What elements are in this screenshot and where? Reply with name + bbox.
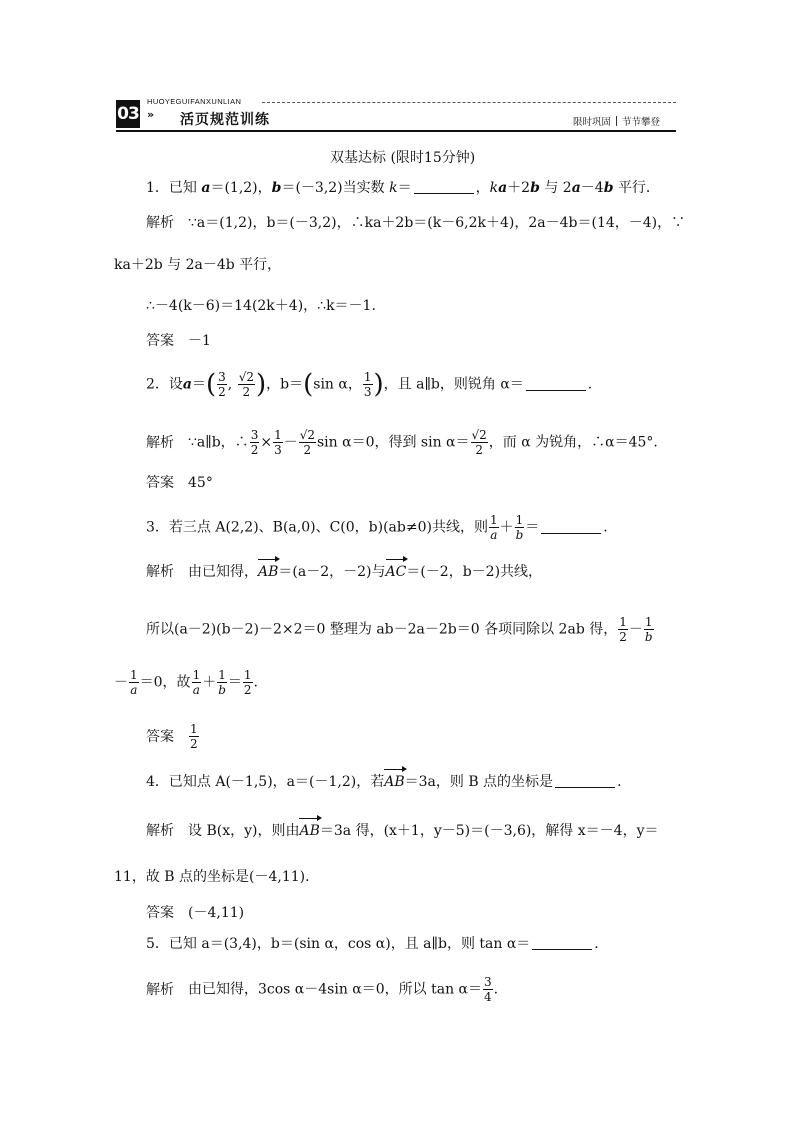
q4-answer: 答案 (－4,11)	[146, 905, 245, 921]
header-title: 活页规范训练	[180, 112, 270, 128]
header-tag-right: 节节攀登	[622, 117, 661, 128]
vector-ab: AB	[258, 564, 279, 580]
q1-solution-line3: ∴－4(k－6)＝14(2k＋4)，∴k＝－1.	[146, 298, 376, 314]
header-tag-left: 限时巩固	[573, 117, 612, 128]
q2-answer: 答案 45°	[146, 475, 213, 491]
q3-answer: 答案 $\frac{1}{2}$	[146, 722, 198, 751]
vector-ac: AC	[385, 564, 407, 580]
q1-solution-line2: ka＋2b 与 2a－4b 平行，	[114, 257, 282, 273]
vector-ab: AB	[299, 823, 320, 839]
q2-solution: 解析 ∵a∥b，∴ $\frac{3}{2}$ × $\frac{1}{3}$ － $\frac{√2}{2}$ sin α＝0，得到 sin α＝ $\frac{√2}{2}$ ，而 α 为锐角，∴α＝45°.	[146, 428, 658, 457]
q1-solution-line1: 解析 ∵a＝(1,2)，b＝(－3,2)，∴ka＋2b＝(k－6,2k＋4)，2a－4b＝(14，－4)，∵	[146, 215, 686, 231]
header-right-tags	[573, 114, 660, 128]
q3-solution-line3: － $\frac{1}{a}$ ＝0，故 $\frac{1}{a}$ ＋ $\frac{1}{b}$ ＝ $\frac{1}{2}$ .	[114, 668, 258, 697]
section-title: 双基达标 (限时15分钟)	[330, 150, 476, 166]
header-rule	[116, 130, 676, 132]
chapter-number-badge: 03	[116, 100, 140, 128]
q1-answer: 答案 －1	[146, 333, 211, 349]
header-pinyin: HUOYEGUIFANXUNLIAN	[147, 97, 242, 106]
question-5: 5．已知 a＝(3,4)，b＝(sin α，cos α)，且 a∥b，则 tan α＝ .	[146, 936, 599, 952]
answer-blank	[532, 935, 592, 950]
answer-blank	[541, 519, 601, 534]
answer-blank	[526, 376, 586, 391]
q3-solution-line1: 解析 由已知得，AB＝(a－2，－2)与AC＝(－2，b－2)共线，	[146, 564, 543, 580]
q4-solution-line2: 11，故 B 点的坐标是(－4,11)．	[114, 869, 320, 885]
question-2: 2．设a＝( $\frac{3}{2}$ , $\frac{√2}{2}$ )，b＝(sin α， $\frac{1}{3}$ )，且 a∥b，则锐角 α＝ .	[146, 369, 593, 400]
answer-blank	[414, 179, 474, 194]
q3-solution-line2: 所以(a－2)(b－2)－2×2＝0 整理为 ab－2a－2b＝0 各项同除以 2ab 得， $\frac{1}{2}$ － $\frac{1}{b}$	[146, 615, 653, 644]
chevron-icon: »	[147, 108, 155, 121]
question-4: 4．已知点 A(－1,5)，a＝(－1,2)，若AB＝3a，则 B 点的坐标是 .	[146, 774, 622, 790]
vector-ab: AB	[384, 774, 405, 790]
answer-blank	[555, 773, 615, 788]
header-tag-divider	[616, 116, 617, 126]
header-dotted-rule	[262, 102, 676, 103]
q5-solution: 解析 由已知得，3cos α－4sin α＝0，所以 tan α＝ $\frac{3}{4}$ .	[146, 975, 499, 1004]
question-1: 1．已知 a＝(1,2)，b＝(－3,2)当实数 k＝ ，ka＋2b 与 2a－4b 平行．	[146, 180, 660, 196]
q4-solution-line1: 解析 设 B(x，y)，则由AB＝3a 得，(x＋1，y－5)＝(－3,6)，解得 x＝－4，y＝	[146, 823, 659, 839]
question-3: 3．若三点 A(2,2)、B(a,0)、C(0，b)(ab≠0)共线，则 $\frac{1}{a}$ ＋ $\frac{1}{b}$ ＝ .	[146, 513, 608, 542]
